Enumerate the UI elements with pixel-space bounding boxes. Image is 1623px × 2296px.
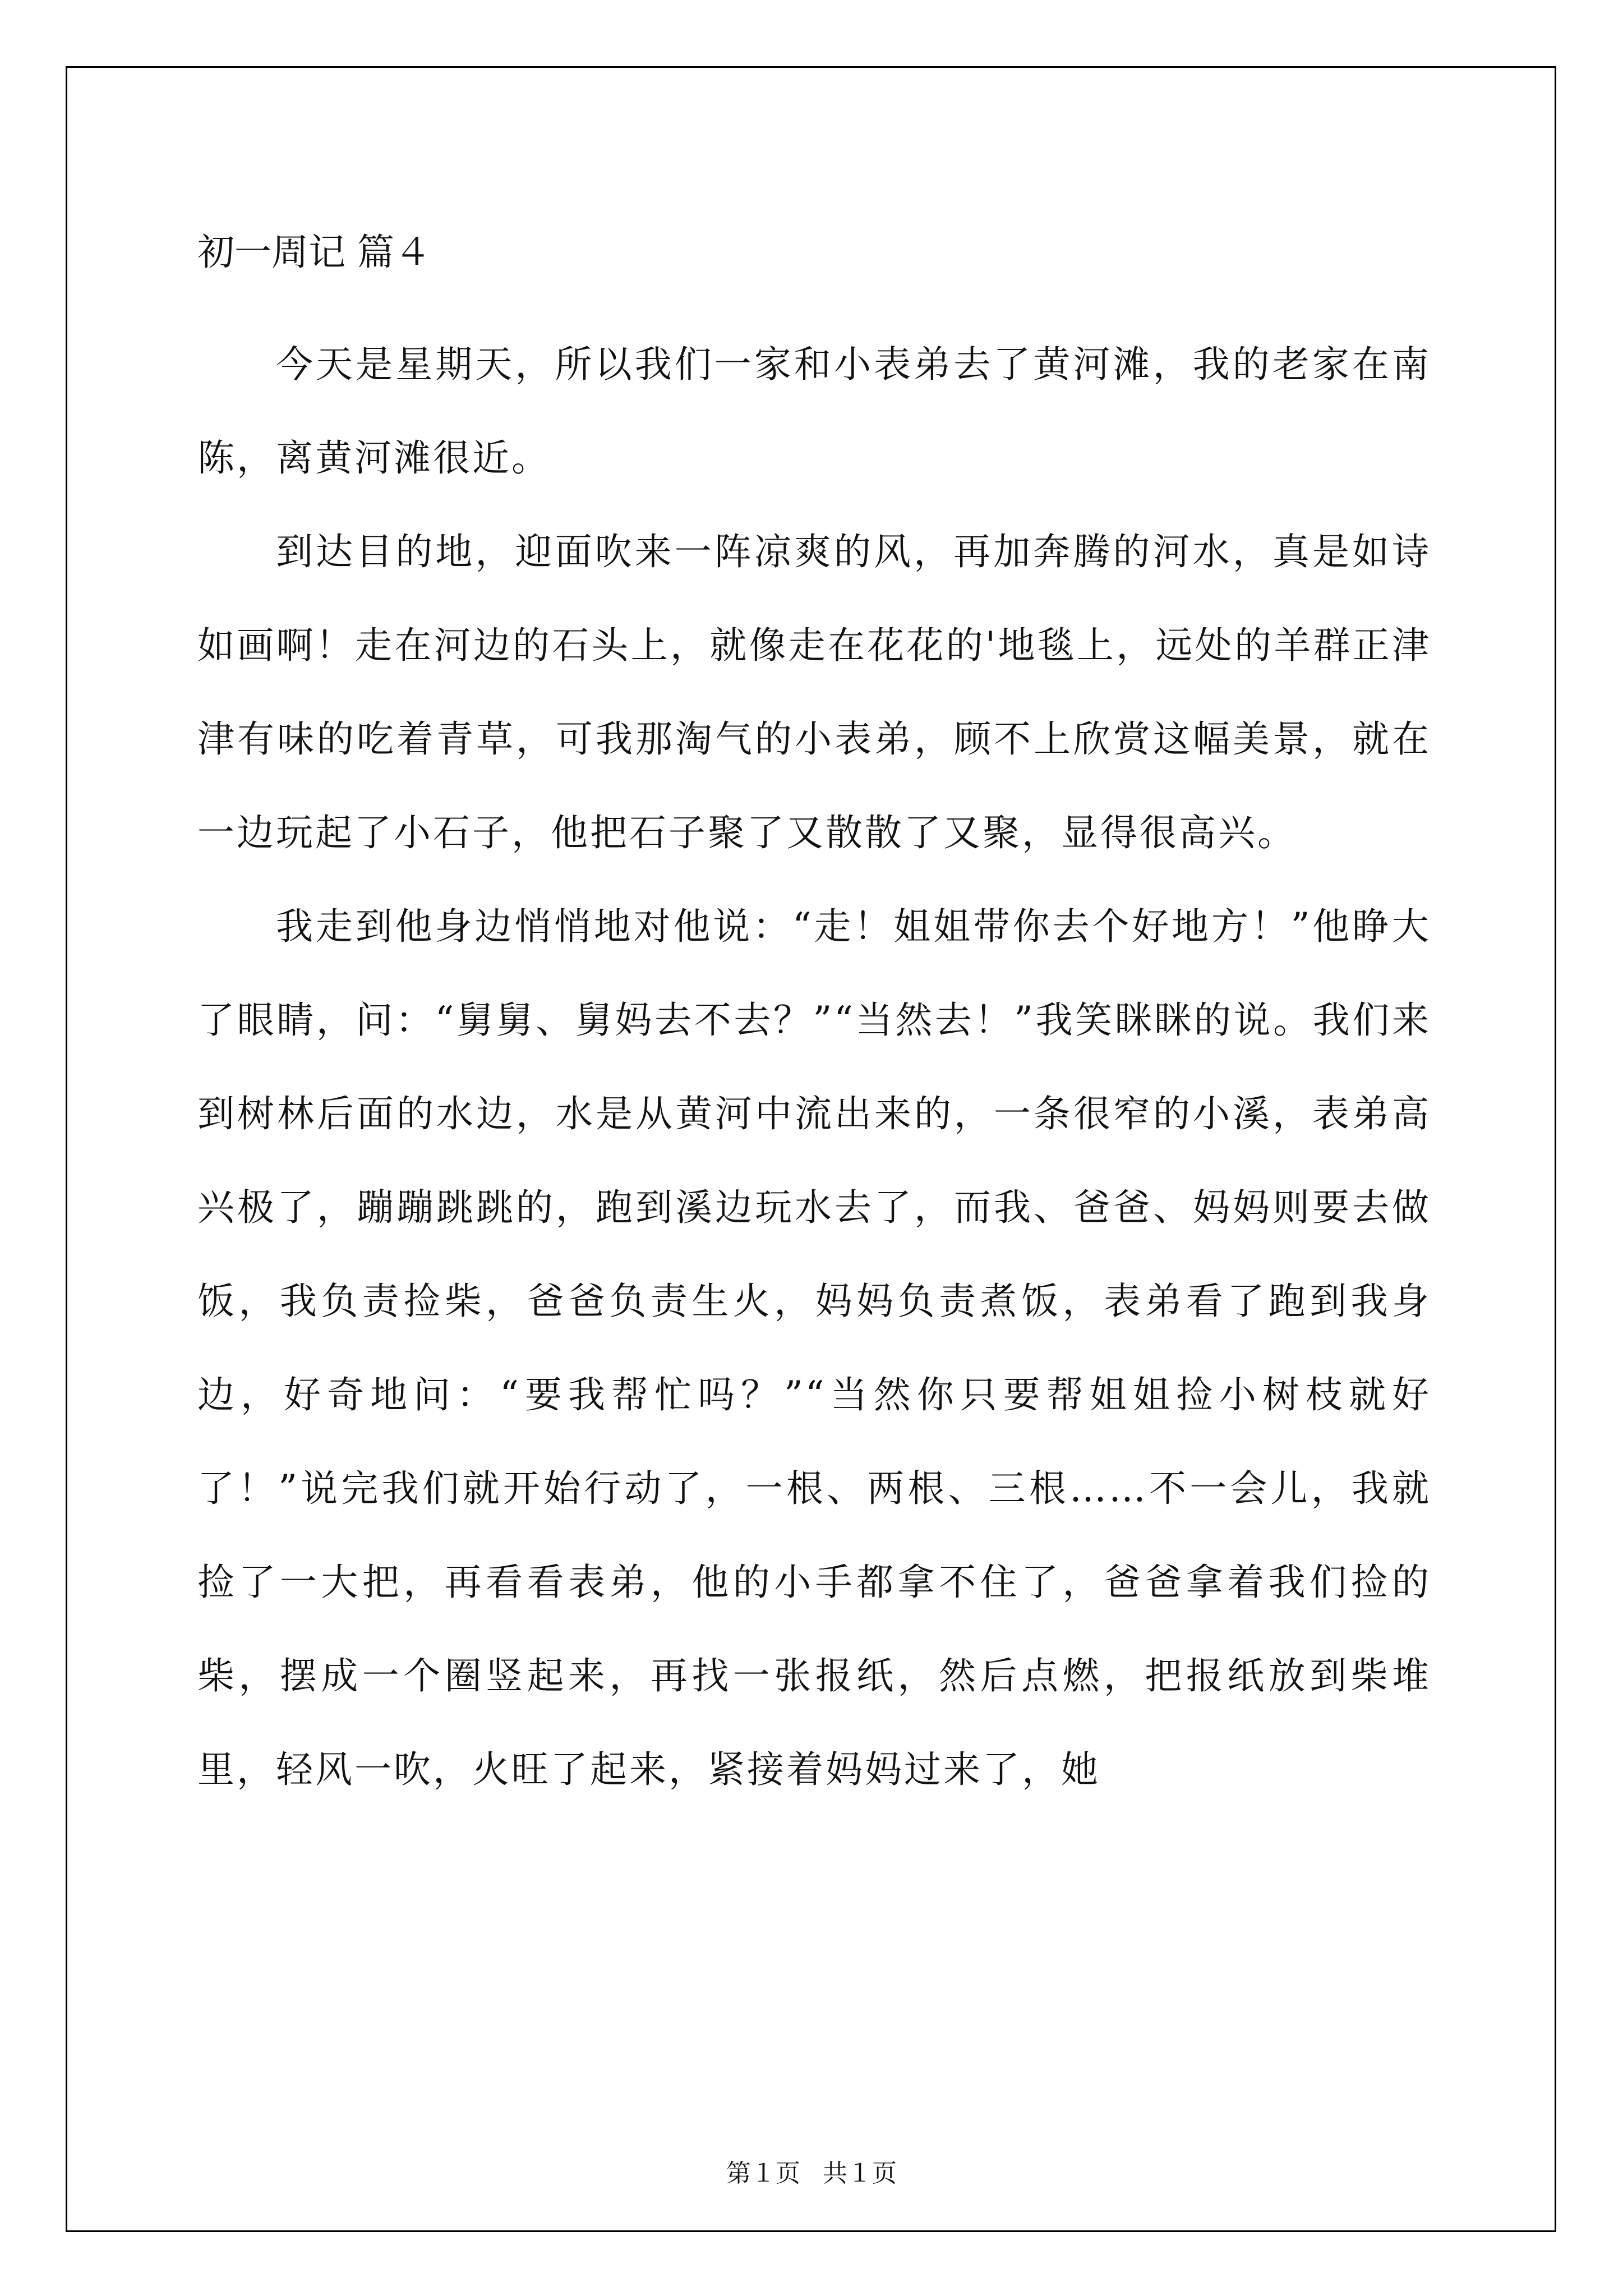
paragraph-3: 我走到他身边悄悄地对他说：“走！姐姐带你去个好地方！”他睁大了眼睛，问：“舅舅、舅妈去不去？”“当然去！”我笑眯眯的说。我们来到树林后面的水边，水是从黄河中流出来的，一条很窄的小溪，表弟高兴极了，蹦蹦跳跳的，跑到溪边玩水去了，而我、爸爸、妈妈则要去做饭，我负责捡柴，爸爸负责生火，妈妈负责煮饭，表弟看了跑到我身边，好奇地问：“要我帮忙吗？”“当然你只要帮姐姐捡小树枝就好了！”说完我们就开始行动了，一根、两根、三根……不一会儿，我就捡了一大把，再看看表弟，他的小手都拿不住了，爸爸拿着我们捡的柴，摆成一个圈竖起来，再找一张报纸，然后点燃，把报纸放到柴堆里，轻风一吹，火旺了起来，紧接着妈妈过来了，她 (197, 905, 1431, 1791)
document-title: 初一周记 篇４ (197, 231, 431, 274)
page-total: 共１页 (823, 2159, 897, 2188)
document-body (197, 318, 1431, 1816)
paragraph-1: 今天是星期天，所以我们一家和小表弟去了黄河滩，我的老家在南陈，离黄河滩很近。 (197, 343, 1431, 480)
page-footer (0, 2153, 1623, 2189)
page-number: 第１页 (726, 2159, 800, 2188)
paragraph-2: 到达目的地，迎面吹来一阵凉爽的风，再加奔腾的河水，真是如诗如画啊！走在河边的石头上，就像走在花花的'地毯上，远处的羊群正津津有味的吃着青草，可我那淘气的小表弟，顾不上欣赏这幅美景，就在一边玩起了小石子，他把石子聚了又散散了又聚，显得很高兴。 (197, 530, 1431, 854)
